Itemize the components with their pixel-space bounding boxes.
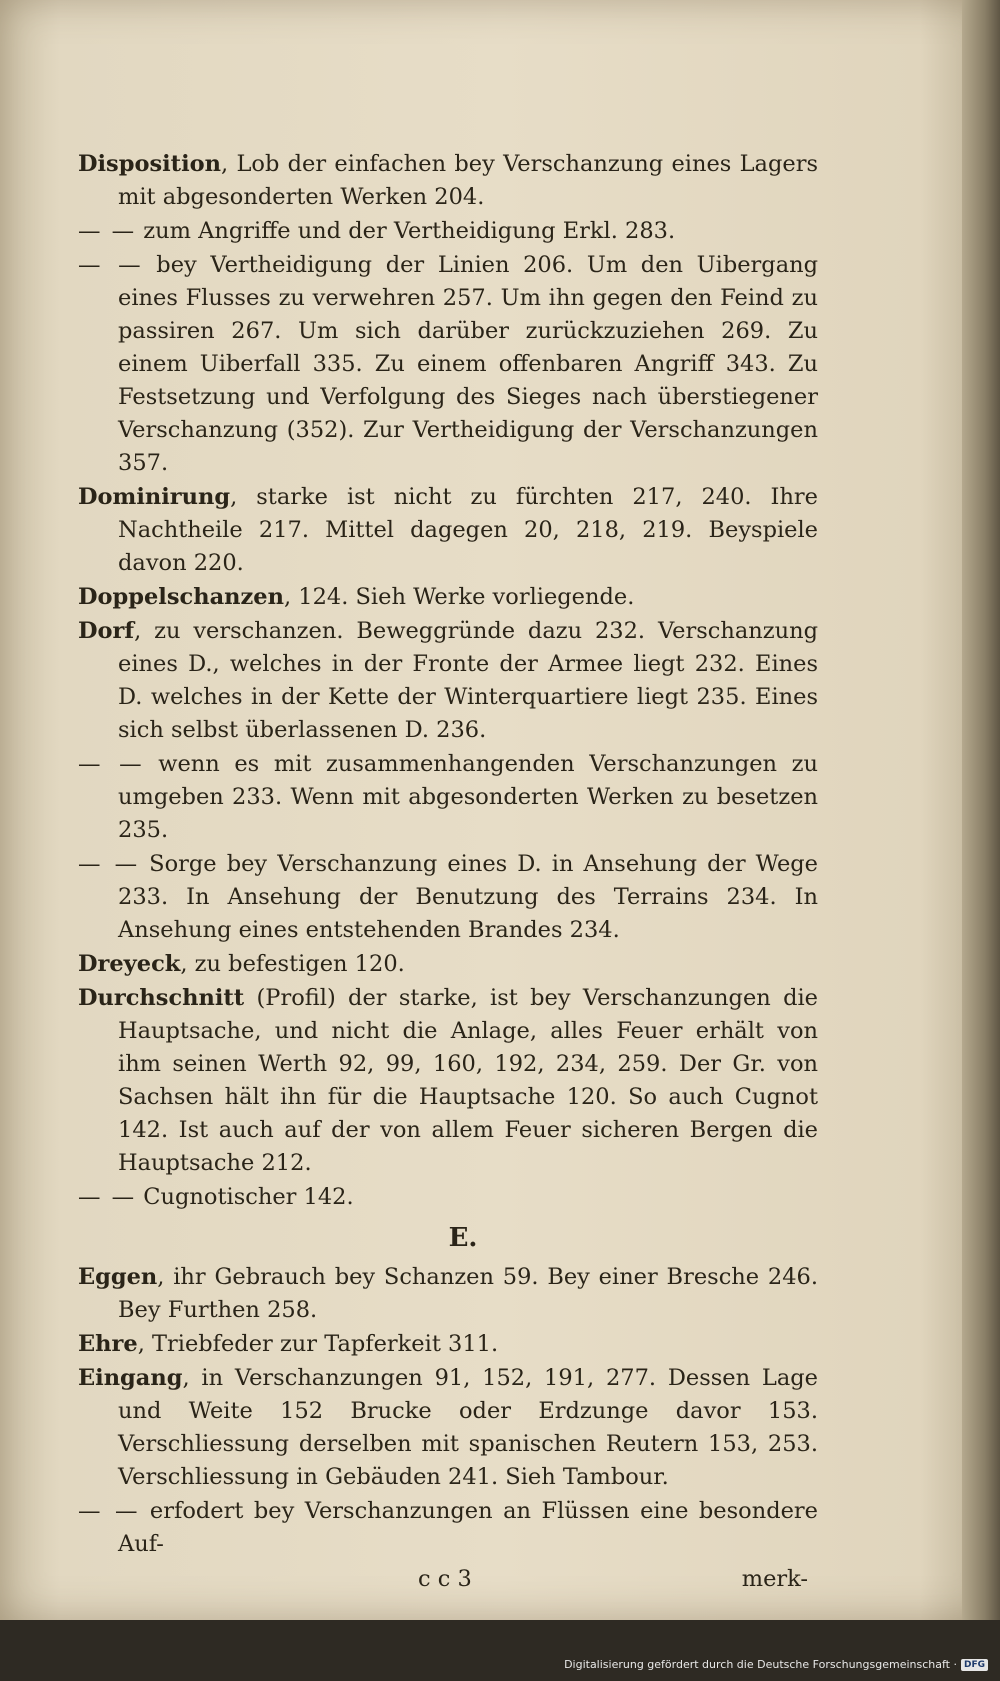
dfg-logo-icon: DFG [961, 1659, 988, 1671]
entry-heading: Eggen [78, 1264, 158, 1290]
index-entry [78, 1261, 818, 1327]
index-text [78, 148, 818, 1596]
index-entry [78, 581, 818, 614]
entry-text: zum Angriffe und der Vertheidigung Erkl. 283. [136, 218, 676, 244]
entry-heading: Eingang [78, 1365, 183, 1391]
index-entry [78, 249, 818, 480]
entry-heading: Dreyeck [78, 951, 181, 977]
credit-text: Digitalisierung gefördert durch die Deutsche Forschungsgemeinschaft · [564, 1658, 957, 1671]
catchword: merk- [741, 1566, 808, 1592]
entry-text: , ihr Gebrauch bey Schanzen 59. Bey einer Bresche 246. Bey Furthen 258. [118, 1264, 818, 1323]
index-entry [78, 481, 818, 580]
entry-text: Sorge bey Verschanzung eines D. in Ansehung der Wege 233. In Ansehung der Benutzung des Terrains 234. In Ansehung eines entstehenden Brandes 234. [118, 851, 818, 943]
entries-e [78, 1261, 818, 1561]
entry-text: , starke ist nicht zu fürchten 217, 240. Ihre Nachtheile 217. Mittel dagegen 20, 218, 219. Beyspiele davon 220. [118, 484, 818, 576]
index-entry [78, 948, 818, 981]
index-entry [78, 148, 818, 214]
entry-heading: Dominirung [78, 484, 231, 510]
entry-text: , Triebfeder zur Tapferkeit 311. [137, 1331, 499, 1357]
index-entry [78, 982, 818, 1180]
signature-mark: c c 3 [418, 1566, 472, 1592]
index-entry [78, 1328, 818, 1361]
page-footer [78, 1563, 818, 1596]
entry-heading: — — [78, 218, 137, 244]
index-entry [78, 615, 818, 747]
entry-text: , 124. Sieh Werke vorliegende. [283, 584, 635, 610]
section-letter: E. [448, 1223, 478, 1253]
entry-heading: — — [78, 1498, 140, 1524]
entries-d [78, 148, 818, 1214]
index-entry [78, 748, 818, 847]
entry-text: bey Vertheidigung der Linien 206. Um den Uibergang eines Flusses zu verwehren 257. Um ihn gegen den Feind zu passiren 267. Um sich darüber zurückzuziehen 269. Zu einem Uiberfall 335. Zu einem offenbaren Angriff 343. Zu Festsetzung und Verfolgung des Sieges nach überstiegener Verschanzung (352). Zur Vertheidigung der Verschanzungen 357. [118, 252, 819, 476]
entry-text: (Profil) der starke, ist bey Verschanzungen die Hauptsache, und nicht die Anlage, alles Feuer erhält von ihm seinen Werth 92, 99, 160, 192, 234, 259. Der Gr. von Sachsen hält ihn für die Hauptsache 120. So auch Cugnot 142. Ist auch auf der von allem Feuer sicheren Bergen die Hauptsache 212. [118, 985, 818, 1176]
entry-heading: Dorf [78, 618, 135, 644]
viewer-bottom-bar [0, 1620, 1000, 1681]
entry-heading: — — [78, 751, 144, 777]
entry-heading: Disposition [78, 151, 221, 177]
entry-text: erfodert bey Verschanzungen an Flüssen eine besondere Auf- [118, 1498, 818, 1557]
entry-text: , Lob der einfachen bey Verschanzung eines Lagers mit abgesonderten Werken 204. [118, 151, 818, 210]
index-entry [78, 1362, 818, 1494]
entry-text: , zu befestigen 120. [180, 951, 405, 977]
digitization-credit [564, 1658, 988, 1671]
entry-heading: Doppelschanzen [78, 584, 284, 610]
index-entry [78, 1495, 818, 1561]
page-gutter [962, 0, 1000, 1620]
entry-heading: — — [78, 1184, 137, 1210]
entry-text: Cugnotischer 142. [136, 1184, 354, 1210]
entry-heading: Durchschnitt [78, 985, 245, 1011]
entry-heading: Ehre [78, 1331, 138, 1357]
entry-text: wenn es mit zusammenhangenden Verschanzungen zu umgeben 233. Wenn mit abgesonderten Werken zu besetzen 235. [118, 751, 818, 843]
index-entry [78, 848, 818, 947]
entry-text: , in Verschanzungen 91, 152, 191, 277. Dessen Lage und Weite 152 Brucke oder Erdzunge davor 153. Verschliessung derselben mit spanischen Reutern 153, 253. Verschliessung in Gebäuden 241. Sieh Tambour. [118, 1365, 818, 1490]
index-entry [78, 215, 818, 248]
entry-heading: — — [78, 851, 140, 877]
entry-text: , zu verschanzen. Beweggründe dazu 232. Verschanzung eines D., welches in der Fronte der Armee liegt 232. Eines D. welches in der Kette der Winterquartiere liegt 235. Eines sich selbst überlassenen D. 236. [118, 618, 818, 743]
entry-heading: — — [78, 252, 143, 278]
index-entry [78, 1181, 818, 1214]
